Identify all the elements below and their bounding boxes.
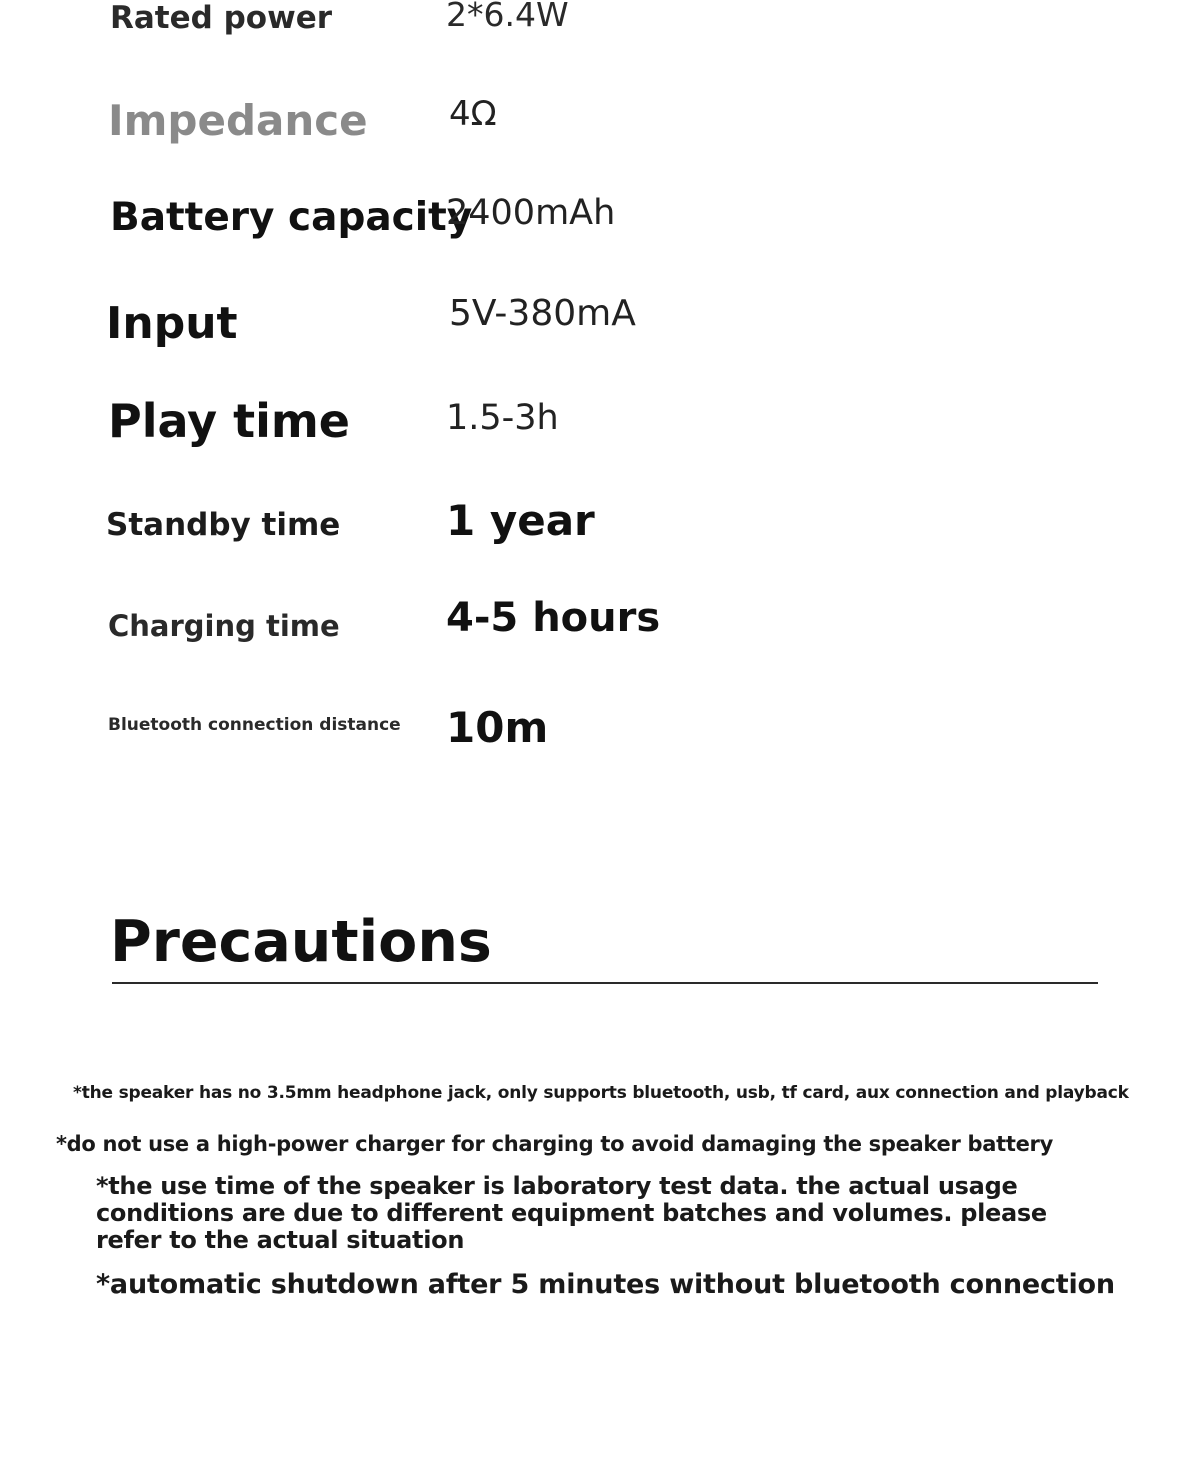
precaution-note: *do not use a high-power charger for charging to avoid damaging the speaker battery	[56, 1132, 1053, 1156]
precaution-note: *automatic shutdown after 5 minutes without bluetooth connection	[96, 1269, 1115, 1300]
spec-value-input: 5V-380mA	[449, 293, 636, 334]
spec-label-play-time: Play time	[108, 394, 350, 448]
spec-value-impedance: 4Ω	[449, 94, 497, 134]
spec-value-battery-capacity: 2400mAh	[446, 193, 616, 233]
spec-value-play-time: 1.5-3h	[446, 398, 559, 438]
spec-label-input: Input	[106, 298, 238, 349]
precaution-note: *the speaker has no 3.5mm headphone jack, only supports bluetooth, usb, tf card, aux connection and playback	[73, 1083, 1129, 1103]
spec-label-impedance: Impedance	[108, 96, 368, 145]
spec-label-rated-power: Rated power	[110, 0, 333, 36]
spec-value-standby-time: 1 year	[446, 496, 595, 545]
spec-label-battery-capacity: Battery capacity	[110, 195, 473, 240]
precaution-note: *the use time of the speaker is laboratory test data. the actual usage conditions are due to different equipment batches and volumes. please refer to the actual situation	[96, 1172, 1047, 1254]
heading-divider	[112, 982, 1098, 984]
spec-value-charging-time: 4-5 hours	[446, 595, 661, 641]
precautions-title: Precautions	[110, 909, 492, 975]
spec-value-bluetooth-distance: 10m	[446, 703, 549, 752]
spec-label-charging-time: Charging time	[108, 609, 340, 643]
spec-value-rated-power: 2*6.4W	[446, 0, 569, 34]
spec-label-standby-time: Standby time	[106, 507, 341, 543]
spec-label-bluetooth-distance: Bluetooth connection distance	[108, 715, 401, 735]
